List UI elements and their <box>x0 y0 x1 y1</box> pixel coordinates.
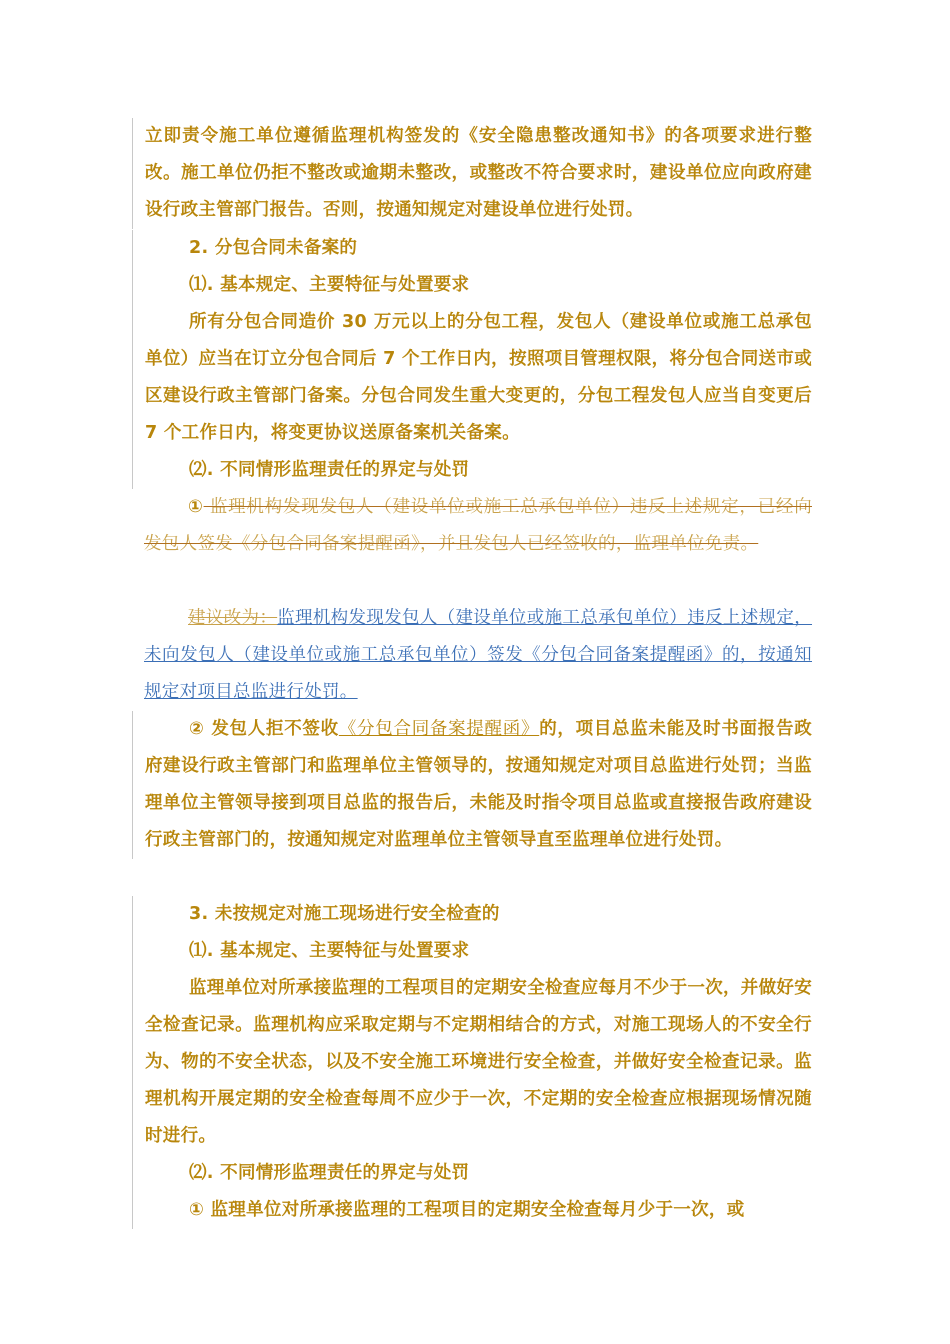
paragraph-inserted-clause <box>144 600 812 711</box>
heading-block <box>132 933 812 970</box>
paragraph-subcontract-rules: 所有分包合同造价 30 万元以上的分包工程，发包人（建设单位或施工总承包单位）应当在订立分包合同后 7 个工作日内，按照项目管理权限，将分包合同送市或区建设行政主管部门备案。分包合同发生重大变更的，分包工程发包人应当自变更后 7 个工作日内，将变更协议送原备案机关备案。 <box>145 312 812 443</box>
paragraph-refuse-sign <box>145 711 812 859</box>
deleted-text: 监理机构发现发包人（建设单位或施工总承包单位）违反上述规定，已经向发包人签发《分包合同备案提醒函》，并且发包人已经签收的，监理单位免责。 <box>144 497 812 554</box>
paragraph-block <box>132 600 812 711</box>
suggestion-label: 建议改为： <box>188 608 278 628</box>
subsection-heading-3-1: ⑴. 基本规定、主要特征与处置要求 <box>189 941 470 961</box>
heading-block <box>132 452 812 489</box>
item-number: ① <box>188 497 204 517</box>
paragraph-block <box>132 489 812 563</box>
paragraph-block <box>132 118 812 229</box>
inserted-text: 监理机构发现发包人（建设单位或施工总承包单位）违反上述规定，未向发包人（建设单位或施工总承包单位）签发《分包合同备案提醒函》的，按通知规定对项目总监进行处罚。 <box>144 608 813 702</box>
paragraph-block <box>132 970 812 1155</box>
underlined-title: 《分包合同备案提醒函》 <box>338 719 540 739</box>
paragraph-monthly-check: ① 监理单位对所承接监理的工程项目的定期安全检查每月少于一次，或 <box>189 1200 745 1220</box>
paragraph-block <box>132 1192 812 1229</box>
section-heading-2: 2. 分包合同未备案的 <box>189 238 358 258</box>
section-heading-3: 3. 未按规定对施工现场进行安全检查的 <box>189 904 500 924</box>
paragraph-safety-inspection: 监理单位对所承接监理的工程项目的定期安全检查应每月不少于一次，并做好安全检查记录。监理机构应采取定期与不定期相结合的方式，对施工现场人的不安全行为、物的不安全状态，以及不安全施工环境进行安全检查，并做好安全检查记录。监理机构开展定期的安全检查每周不应少于一次，不定期的安全检查应根据现场情况随时进行。 <box>145 978 812 1146</box>
heading-block <box>132 230 812 267</box>
heading-block <box>132 1155 812 1192</box>
subsection-heading-2-2: ⑵. 不同情形监理责任的界定与处罚 <box>189 460 470 480</box>
paragraph-block <box>132 304 812 452</box>
heading-block <box>132 896 812 933</box>
text-segment: 的，项目总监未能及时书面报告政府建设行政主管部门和监理单位主管领导的，按通知规定对项目总监进行处罚；当监理单位主管领导接到项目总监的报告后，未能及时指令项目总监或直接报告政府建设行政主管部门的，按通知规定对监理单位主管领导直至监理单位进行处罚。 <box>145 719 812 850</box>
heading-block <box>132 267 812 304</box>
subsection-heading-2-1: ⑴. 基本规定、主要特征与处置要求 <box>189 275 470 295</box>
paragraph-owner-duty: 立即责令施工单位遵循监理机构签发的《安全隐患整改通知书》的各项要求进行整改。施工单位仍拒不整改或逾期未整改，或整改不符合要求时，建设单位应向政府建设行政主管部门报告。否则，按通知规定对建设单位进行处罚。 <box>145 126 812 220</box>
paragraph-deleted-clause <box>144 489 812 563</box>
paragraph-block <box>132 711 812 859</box>
subsection-heading-3-2: ⑵. 不同情形监理责任的界定与处罚 <box>189 1163 470 1183</box>
text-segment: ② 发包人拒不签收 <box>189 719 339 739</box>
